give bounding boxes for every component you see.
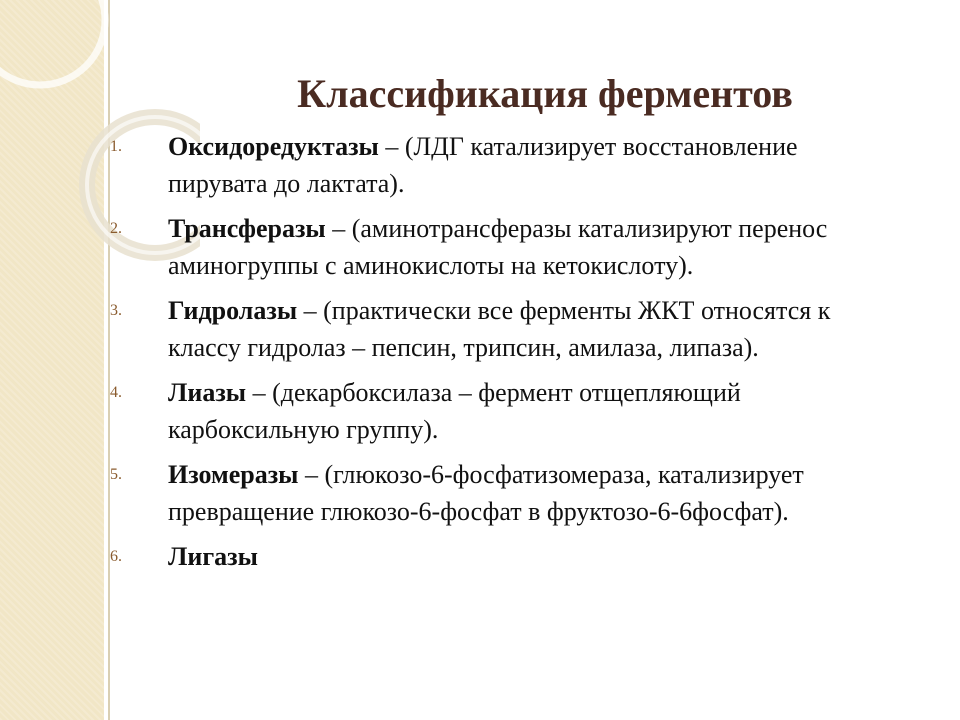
list-item: [110, 210, 890, 284]
list-item-term: Гидролазы: [168, 296, 298, 325]
list-item-number: 1.: [110, 138, 122, 155]
list-item-description: – (глюкозо-6-фосфатизомераза, катализирует превращение глюкозо-6-фосфат в фруктозо-6-6фосфат).: [168, 460, 804, 526]
list-item-term: Изомеразы: [168, 460, 299, 489]
list-item: [110, 538, 890, 575]
list-item-description: – (ЛДГ катализирует восстановление пирувата до лактата).: [168, 132, 798, 198]
list-item-description: – (практически все ферменты ЖКТ относятся к классу гидролаз – пепсин, трипсин, амилаза, липаза).: [168, 296, 831, 362]
list-item-number: 6.: [110, 548, 122, 565]
list-item: [110, 374, 890, 448]
list-item-description: – (аминотрансферазы катализируют перенос аминогруппы с аминокислоты на кетокислоту).: [168, 214, 828, 280]
list-item-term: Оксидоредуктазы: [168, 132, 379, 161]
list-item-term: Лиазы: [168, 378, 247, 407]
list-item-number: 2.: [110, 220, 122, 237]
enzyme-class-list: [110, 128, 890, 583]
list-item: [110, 292, 890, 366]
list-item: [110, 456, 890, 530]
list-item: [110, 128, 890, 202]
list-item-number: 3.: [110, 302, 122, 319]
list-item-number: 4.: [110, 384, 122, 401]
list-item-term: Лигазы: [168, 542, 258, 571]
list-item-description: – (декарбоксилаза – фермент отщепляющий карбоксильную группу).: [168, 378, 741, 444]
list-item-term: Трансферазы: [168, 214, 326, 243]
page-title: Классификация ферментов: [297, 71, 793, 116]
list-item-number: 5.: [110, 466, 122, 483]
